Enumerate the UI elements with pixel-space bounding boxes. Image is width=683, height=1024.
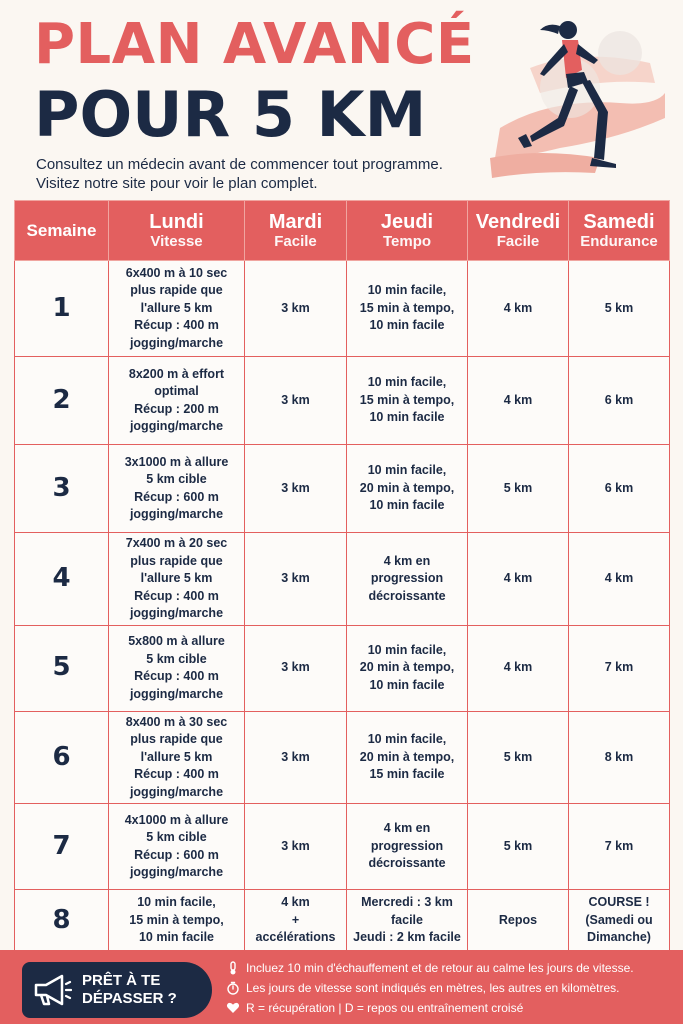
cell-line: 4 km [503, 660, 533, 675]
cell-line: Récup : 400 m [134, 318, 219, 333]
cell-vendredi [468, 261, 569, 357]
cell-line: 5 km cible [146, 472, 207, 486]
cell-samedi [569, 804, 670, 890]
cta-badge[interactable] [22, 962, 212, 1018]
cell-vendredi [468, 890, 569, 952]
cell-line: 5 km [604, 300, 634, 315]
subtitle-line2: Visitez notre site pour voir le plan complet. [36, 175, 318, 192]
table-row [15, 890, 670, 952]
cell-line: 7x400 m à 20 sec [125, 536, 228, 550]
cell-vendredi [468, 625, 569, 711]
page-title-line2: POUR 5 KM [34, 78, 427, 151]
cell-line: progression [370, 571, 444, 585]
cell-line: 15 min à tempo, [129, 912, 224, 927]
cell-line: 5 km [503, 480, 533, 495]
cell-line: 8x200 m à effort [128, 366, 225, 381]
column-header-jeudi [347, 201, 468, 261]
cell-line: 20 min à tempo, [359, 749, 455, 764]
cell-line: Jeudi : 2 km facile [353, 930, 461, 945]
cell-line: Récup : 400 m [134, 588, 219, 603]
column-header-type: Facile [274, 232, 317, 250]
cell-line: 4 km [503, 392, 533, 407]
cell-line: 4 km [503, 571, 533, 585]
cell-line: 6 km [604, 480, 634, 495]
week-number: 3 [15, 445, 109, 533]
cell-mardi [245, 711, 347, 804]
cell-mardi [245, 804, 347, 890]
column-header-type: Facile [496, 232, 540, 250]
cell-line: progression [370, 838, 444, 853]
cell-line: 10 min facile [369, 498, 445, 513]
megaphone-icon [32, 972, 72, 1008]
cell-lundi [109, 625, 245, 711]
cell-samedi [569, 357, 670, 445]
cell-lundi [109, 357, 245, 445]
cell-line: 3 km [281, 660, 310, 675]
cell-line: 6 km [604, 392, 634, 407]
table-row [15, 533, 670, 626]
note-warmup [226, 958, 676, 978]
cell-line: + [291, 912, 300, 927]
cell-line: 3 km [281, 571, 310, 585]
note-legend-text: R = récupération | D = repos ou entraînement croisé [246, 1001, 524, 1015]
cell-mardi [245, 625, 347, 711]
cell-samedi [569, 533, 670, 626]
subtitle [36, 155, 466, 193]
cell-line: 8 km [604, 749, 634, 764]
column-header-day: Jeudi [380, 210, 434, 233]
cell-line: 8x400 m à 30 sec [125, 714, 228, 729]
cell-line: jogging/marche [129, 686, 224, 701]
page-title-line1: PLAN AVANCÉ [34, 12, 475, 77]
column-header-samedi [569, 201, 670, 261]
table-row [15, 357, 670, 445]
cell-line: 7 km [604, 838, 634, 853]
runner-illustration [470, 8, 670, 193]
cell-line: Repos [498, 912, 538, 927]
training-plan-table [14, 200, 670, 952]
column-header-type: Endurance [580, 232, 658, 250]
cell-line: l'allure 5 km [140, 300, 213, 315]
column-header-day: Lundi [149, 210, 204, 233]
week-number: 8 [15, 890, 109, 952]
column-header-week: Semaine [15, 201, 109, 261]
cell-line: 4x1000 m à allure [124, 812, 229, 827]
cell-vendredi [468, 711, 569, 804]
cell-line: 10 min facile, [367, 375, 447, 390]
cell-line: 6x400 m à 10 sec [125, 265, 228, 280]
cell-line: jogging/marche [129, 784, 224, 799]
cell-jeudi [347, 804, 468, 890]
cell-jeudi [347, 533, 468, 626]
cell-line: Récup : 400 m [134, 767, 219, 781]
cell-lundi [109, 533, 245, 626]
cta-text [82, 972, 202, 1008]
cell-line: 4 km en [383, 821, 431, 836]
cell-jeudi [347, 625, 468, 711]
cell-line: l'allure 5 km [140, 749, 213, 764]
cell-line: 10 min facile, [367, 642, 447, 657]
column-header-lundi [109, 201, 245, 261]
note-units-text: Les jours de vitesse sont indiqués en mètres, les autres en kilomètres. [246, 981, 620, 995]
table-row [15, 711, 670, 804]
cell-line: 5x800 m à allure [128, 634, 225, 648]
cell-line: plus rapide que [130, 732, 223, 746]
cell-vendredi [468, 357, 569, 445]
week-number: 2 [15, 357, 109, 445]
table-body [15, 261, 670, 952]
cell-line: 10 min facile, [137, 895, 216, 910]
cell-line: accélérations [255, 930, 336, 945]
cell-line: facile [391, 912, 423, 927]
column-header-type: Tempo [382, 232, 432, 250]
week-number: 1 [15, 261, 109, 357]
cell-line: Récup : 200 m [134, 401, 219, 416]
notes-list [226, 958, 676, 1018]
cell-line: plus rapide que [130, 553, 223, 568]
cell-line: Récup : 600 m [134, 489, 219, 504]
cell-line: jogging/marche [129, 335, 224, 350]
cell-lundi [109, 711, 245, 804]
cell-line: Récup : 400 m [134, 669, 219, 683]
cell-line: 4 km [604, 571, 634, 585]
cell-mardi [245, 261, 347, 357]
cell-line: 20 min à tempo, [359, 480, 455, 495]
cell-vendredi [468, 533, 569, 626]
cell-line: optimal [154, 384, 199, 398]
cell-line: 10 min facile, [367, 463, 447, 478]
cell-jeudi [347, 445, 468, 533]
cell-jeudi [347, 261, 468, 357]
cell-vendredi [468, 804, 569, 890]
week-number: 4 [15, 533, 109, 626]
column-header-day: Vendredi [475, 210, 561, 233]
cta-line1: PRÊT À TE [82, 972, 161, 989]
cell-line: décroissante [368, 856, 446, 871]
cell-line: 15 min à tempo, [359, 392, 455, 407]
cell-line: 3x1000 m à allure [124, 454, 229, 469]
training-plan-table-wrap [14, 200, 669, 952]
cell-line: 5 km cible [146, 830, 207, 844]
cell-line: jogging/marche [129, 606, 224, 620]
column-header-day: Samedi [583, 210, 655, 233]
subtitle-line1: Consultez un médecin avant de commencer tout programme. [36, 156, 443, 173]
cell-line: 5 km [503, 838, 533, 853]
cell-line: COURSE ! [588, 895, 650, 910]
cell-samedi [569, 625, 670, 711]
cell-line: 10 min facile, [367, 732, 447, 746]
heart-icon [226, 1001, 240, 1015]
cell-line: plus rapide que [130, 283, 223, 298]
note-warmup-text: Incluez 10 min d'échauffement et de retour au calme les jours de vitesse. [246, 961, 634, 975]
cell-line: 7 km [604, 660, 634, 675]
cell-line: 3 km [281, 392, 310, 407]
cell-line: décroissante [368, 588, 446, 603]
table-row [15, 804, 670, 890]
table-row [15, 625, 670, 711]
cell-line: 3 km [281, 838, 310, 853]
cta-line2: DÉPASSER ? [82, 990, 177, 1007]
cell-lundi [109, 261, 245, 357]
cell-line: 4 km en [383, 553, 431, 568]
cell-jeudi [347, 711, 468, 804]
thermometer-icon [226, 961, 240, 975]
cell-line: 10 min facile [369, 410, 445, 425]
table-header-row [15, 201, 670, 261]
cell-line: jogging/marche [129, 507, 224, 521]
week-number: 5 [15, 625, 109, 711]
cell-vendredi [468, 445, 569, 533]
cell-line: jogging/marche [129, 419, 224, 433]
cell-mardi [245, 890, 347, 952]
note-legend [226, 998, 676, 1018]
cell-line: jogging/marche [129, 865, 224, 879]
cell-line: 15 min facile [369, 767, 445, 781]
note-units [226, 978, 676, 998]
table-row [15, 261, 670, 357]
cell-line: Mercredi : 3 km [361, 895, 453, 910]
cell-line: 10 min facile [138, 930, 215, 945]
cell-jeudi [347, 890, 468, 952]
cell-line: 10 min facile, [367, 283, 447, 298]
cell-line: 15 min à tempo, [359, 300, 455, 315]
cell-line: 4 km [503, 300, 533, 315]
cell-line: l'allure 5 km [140, 571, 213, 585]
cell-line: 3 km [281, 480, 310, 495]
column-header-day: Mardi [268, 210, 323, 233]
column-header-vendredi [468, 201, 569, 261]
cell-line: 4 km [281, 895, 310, 910]
cell-jeudi [347, 357, 468, 445]
cell-line: 5 km [503, 749, 533, 764]
cell-mardi [245, 533, 347, 626]
cell-line: 5 km cible [146, 651, 207, 666]
cell-line: 10 min facile [369, 318, 445, 333]
cell-mardi [245, 357, 347, 445]
column-header-mardi [245, 201, 347, 261]
cell-lundi [109, 804, 245, 890]
cell-line: 3 km [281, 300, 310, 315]
column-header-type: Vitesse [150, 232, 203, 250]
week-number: 6 [15, 711, 109, 804]
cell-line: 3 km [281, 749, 310, 764]
cell-samedi [569, 890, 670, 952]
cell-line: (Samedi ou [585, 912, 653, 927]
cell-line: 10 min facile [369, 677, 445, 692]
cell-mardi [245, 445, 347, 533]
cell-lundi [109, 445, 245, 533]
cell-samedi [569, 711, 670, 804]
cell-samedi [569, 261, 670, 357]
header [0, 0, 683, 200]
cell-line: Récup : 600 m [134, 847, 219, 862]
footer [0, 950, 683, 1024]
cell-samedi [569, 445, 670, 533]
week-number: 7 [15, 804, 109, 890]
cell-lundi [109, 890, 245, 952]
stopwatch-icon [226, 981, 240, 995]
cell-line: Dimanche) [587, 930, 651, 945]
table-row [15, 445, 670, 533]
cell-line: 20 min à tempo, [359, 660, 455, 675]
